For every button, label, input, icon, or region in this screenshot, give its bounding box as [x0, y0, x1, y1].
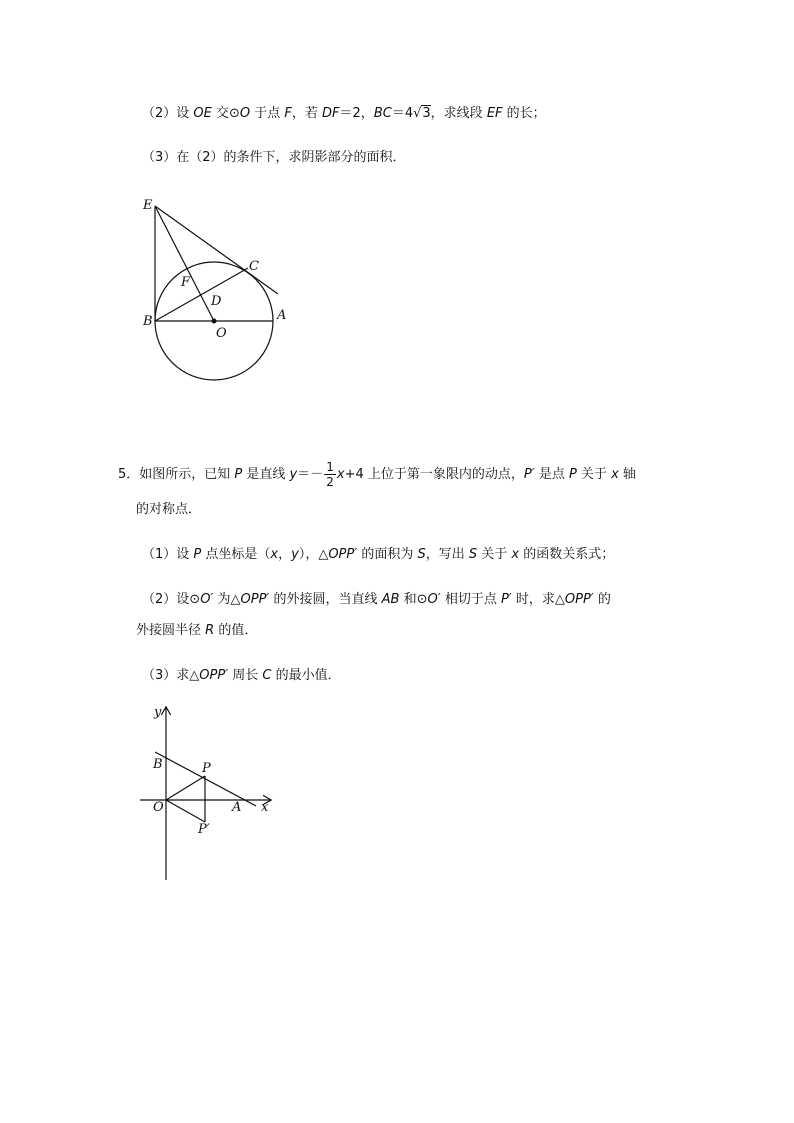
part-number: （3） — [142, 668, 177, 683]
text: 周长 — [228, 668, 263, 683]
part-number: （1） — [142, 547, 177, 562]
text: 的外接圆，当直线 — [269, 592, 382, 607]
var-P-prime: P′ — [500, 592, 512, 607]
text: ，写出 — [425, 547, 469, 562]
text: 轴 — [618, 467, 636, 482]
label-D: D — [211, 294, 222, 309]
text: ），△ — [298, 547, 329, 562]
label-B: B — [153, 757, 163, 772]
part-number: （2） — [142, 592, 177, 607]
var-x: x — [270, 547, 279, 562]
text: ＝－ — [297, 467, 324, 482]
text: 的长； — [502, 106, 546, 121]
label-O: O — [153, 800, 164, 815]
text: 为△ — [213, 592, 241, 607]
text: ，求线段 — [430, 106, 487, 121]
var-O-prime: O′ — [427, 592, 441, 607]
text: 设 — [176, 547, 194, 562]
var-P: P — [193, 547, 202, 562]
text: 关于 — [477, 547, 512, 562]
label-E: E — [143, 198, 153, 213]
var-S: S — [468, 547, 478, 562]
text: 设 — [176, 106, 194, 121]
var-P: P — [234, 467, 243, 482]
text: 的函数关系式； — [519, 547, 615, 562]
text: 于点 — [250, 106, 285, 121]
text: ＝2， — [339, 106, 374, 121]
label-A: A — [232, 800, 242, 815]
var-x: x — [511, 547, 520, 562]
text: 的最小值． — [271, 668, 341, 683]
part-number: （2） — [142, 106, 177, 121]
part3-text: （3）在（2）的条件下，求阴影部分的面积． — [142, 150, 406, 165]
var-DF: DF — [322, 106, 340, 121]
label-P: P — [202, 761, 211, 776]
var-O: O — [239, 106, 251, 121]
text: 的面积为 — [357, 547, 418, 562]
text: 是点 — [534, 467, 569, 482]
var-F: F — [284, 106, 292, 121]
text: 的 — [593, 592, 611, 607]
label-A: A — [277, 308, 287, 323]
var-OPP-prime: OPP′ — [564, 592, 594, 607]
text: 相切于点 — [440, 592, 501, 607]
var-OPP-prime: OPP′ — [199, 668, 229, 683]
var-P-prime: P′ — [523, 467, 535, 482]
label-O: O — [216, 326, 227, 341]
text: ， — [278, 547, 292, 562]
var-OE: OE — [193, 106, 212, 121]
text: 如图所示，已知 — [139, 467, 235, 482]
var-O-prime: O′ — [200, 592, 214, 607]
sqrt-value: 3 — [422, 106, 431, 121]
text: 求△ — [176, 668, 200, 683]
text: 和⊙ — [399, 592, 428, 607]
var-x: x — [611, 467, 619, 482]
label-C: C — [249, 259, 259, 274]
var-AB: AB — [381, 592, 400, 607]
text: 关于 — [576, 467, 612, 482]
var-OPP-prime: OPP′ — [328, 547, 358, 562]
var-x: x — [336, 467, 345, 482]
var-EF: EF — [486, 106, 503, 121]
text: 是直线 — [242, 467, 290, 482]
text: +4 上位于第一象限内的动点， — [344, 467, 524, 482]
var-y: y — [289, 467, 298, 482]
text: ，若 — [291, 106, 323, 121]
text: 的对称点． — [136, 502, 202, 517]
sqrt-sign: √ — [413, 106, 422, 121]
question-number: 5． — [118, 467, 140, 482]
label-P-prime: P′ — [198, 822, 210, 837]
label-x: x — [261, 800, 269, 815]
var-S: S — [417, 547, 426, 562]
var-y: y — [291, 547, 299, 562]
text: 时，求△ — [511, 592, 565, 607]
var-OPP-prime: OPP′ — [240, 592, 270, 607]
var-C: C — [262, 668, 272, 683]
text: 点坐标是（ — [201, 547, 271, 562]
segment-OP — [166, 776, 205, 800]
text: ＝4 — [391, 106, 414, 121]
fraction-numerator: 1 — [326, 460, 334, 474]
var-P: P — [568, 467, 577, 482]
segment-OP-prime — [166, 800, 205, 822]
text: 交⊙ — [211, 106, 240, 121]
text: 外接圆半径 — [136, 623, 206, 638]
text: 设⊙ — [176, 592, 201, 607]
var-BC: BC — [373, 106, 392, 121]
var-R: R — [205, 623, 215, 638]
fraction-denominator: 2 — [326, 475, 334, 489]
label-y: y — [154, 705, 162, 720]
label-F: F — [181, 275, 191, 290]
text: 的值． — [214, 623, 258, 638]
label-B: B — [143, 314, 153, 329]
